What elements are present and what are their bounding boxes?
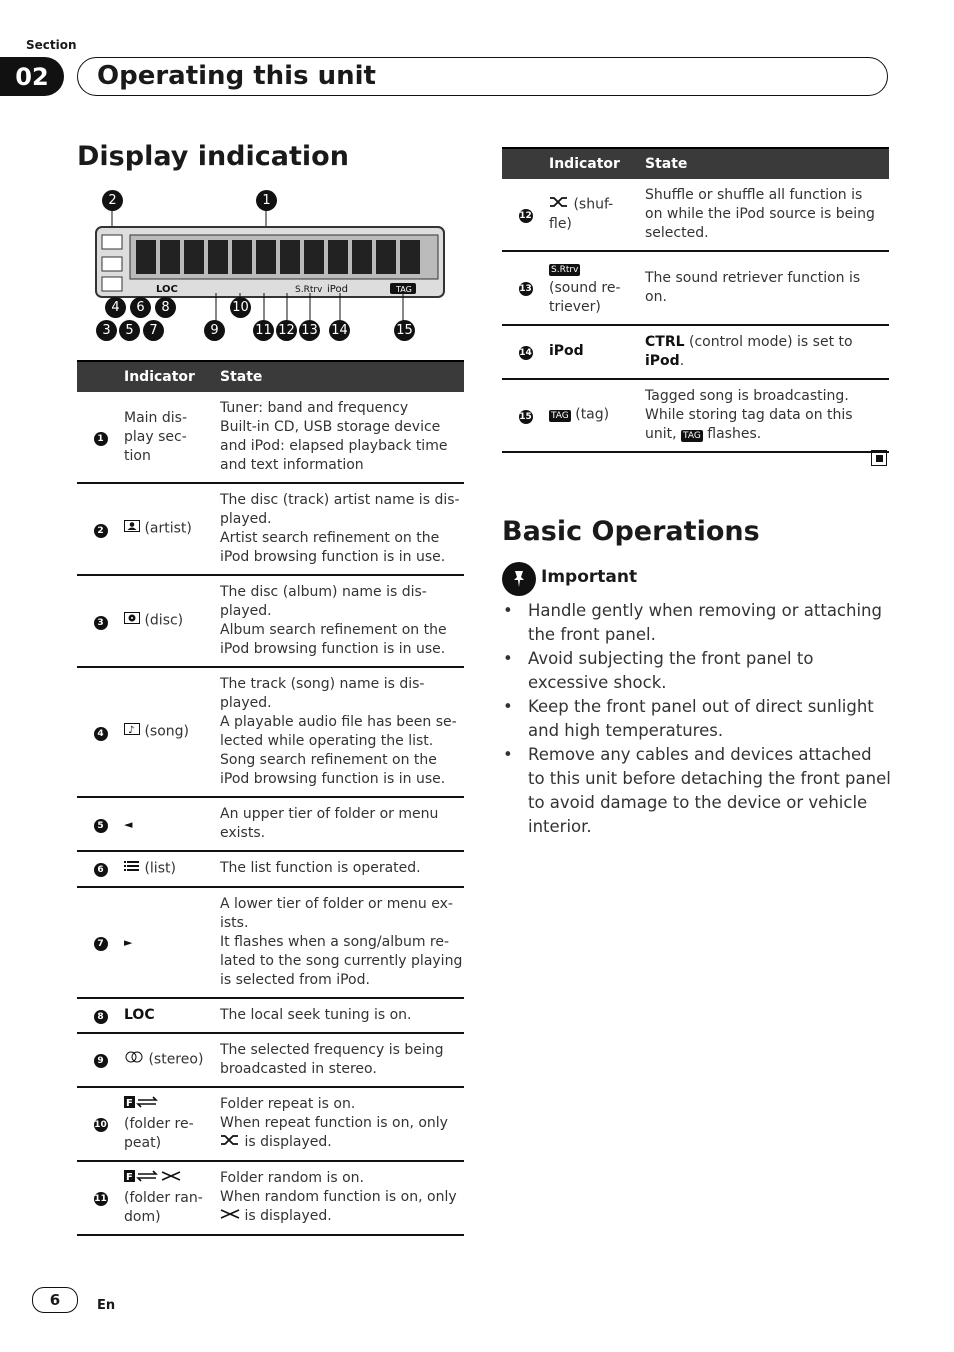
indicator-table-left <box>77 360 464 1236</box>
indicator-label: (list) <box>144 860 176 877</box>
svg-text:F: F <box>126 1097 133 1109</box>
list-item: • Keep the front panel out of direct sunlight and high temperatures. <box>502 695 892 743</box>
important-list <box>502 599 892 839</box>
indicator-cell <box>124 392 220 483</box>
indicator-label: (tag) <box>575 406 610 423</box>
indicator-header: Indicator <box>124 361 220 392</box>
song-icon <box>124 723 140 739</box>
state-cell: An upper tier of folder or menu exists. <box>220 797 464 851</box>
indicator-label: Main dis- play sec- tion <box>124 409 187 464</box>
folder-random-icon <box>124 1171 184 1187</box>
callout-1: 1 <box>256 190 277 211</box>
table-row <box>77 575 464 667</box>
callout-2: 2 <box>102 190 123 211</box>
end-mark-icon <box>871 450 887 466</box>
important-icon <box>502 562 536 596</box>
indicator-label: (shuf- fle) <box>549 196 614 232</box>
row-number: 12 <box>519 211 532 221</box>
state-cell: The list function is operated. <box>220 851 464 887</box>
svg-text:♪: ♪ <box>128 725 135 736</box>
row-number: 3 <box>94 616 108 630</box>
page-number: 6 <box>32 1287 78 1313</box>
table-row <box>77 1087 464 1161</box>
indicator-cell <box>124 1087 220 1161</box>
callout-7: 7 <box>143 320 164 341</box>
indicator-cell <box>549 179 645 251</box>
row-number: 11 <box>94 1194 107 1204</box>
page-title: Operating this unit <box>97 61 376 91</box>
callout-11: 11 <box>253 320 274 341</box>
row-number: 9 <box>94 1054 108 1068</box>
callout-3: 3 <box>96 320 117 341</box>
list-icon <box>124 860 140 876</box>
indicator-cell <box>124 887 220 998</box>
table-row <box>502 251 889 325</box>
folder-repeat-icon <box>124 1097 160 1113</box>
callout-8: 8 <box>155 297 176 318</box>
state-cell: Tagged song is broadcasting. While storing tag data on this unit, TAG flashes. <box>645 379 889 452</box>
srtrv-icon: S.Rtrv <box>551 265 579 275</box>
table-row <box>77 483 464 575</box>
callout-4: 4 <box>105 297 126 318</box>
table-row <box>77 667 464 797</box>
callout-6: 6 <box>130 297 151 318</box>
state-cell: The track (song) name is dis- played. A playable audio file has been se- lected while operating the list. Song search refinement on the iPod browsing function is in use. <box>220 667 464 797</box>
state-cell: A lower tier of folder or menu ex- ists. It flashes when a song/album re- lated to the song currently playing is selected from iPod. <box>220 887 464 998</box>
callout-14: 14 <box>329 320 350 341</box>
indicator-label: (folder ran- dom) <box>124 1189 203 1225</box>
disc-icon <box>124 612 140 628</box>
tag-icon: TAG <box>551 411 569 422</box>
row-number: 1 <box>94 432 108 446</box>
state-header: State <box>220 361 464 392</box>
table-row <box>77 998 464 1033</box>
svg-text:S.Rtrv: S.Rtrv <box>295 285 323 295</box>
state-cell: Tuner: band and frequency Built-in CD, USB storage device and iPod: elapsed playback time and text information <box>220 392 464 483</box>
indicator-cell <box>124 797 220 851</box>
state-cell: Shuffle or shuffle all function is on while the iPod source is being selected. <box>645 179 889 251</box>
callout-12: 12 <box>276 320 297 341</box>
indicator-cell <box>124 851 220 887</box>
row-number: 2 <box>94 524 108 538</box>
indicator-cell <box>124 483 220 575</box>
row-number: 4 <box>94 727 108 741</box>
table-row <box>502 179 889 251</box>
section-number: 02 <box>0 57 64 96</box>
svg-text:TAG: TAG <box>396 285 412 294</box>
row-number: 15 <box>519 411 532 422</box>
stereo-icon <box>124 1051 144 1067</box>
indicator-label: LOC <box>124 1006 155 1023</box>
table-row <box>502 379 889 452</box>
indicator-cell <box>124 1161 220 1235</box>
table-row <box>77 1033 464 1087</box>
list-item: • Avoid subjecting the front panel to excessive shock. <box>502 647 892 695</box>
state-header-right: State <box>645 148 889 179</box>
row-number: 8 <box>94 1010 108 1024</box>
table-row <box>77 392 464 483</box>
state-cell: The sound retriever function is on. <box>645 251 889 325</box>
row-number: 5 <box>94 819 108 833</box>
callout-13: 13 <box>299 320 320 341</box>
state-cell: CTRL (control mode) is set to iPod. <box>645 325 889 379</box>
row-number: 10 <box>94 1120 107 1130</box>
indicator-label: (song) <box>144 723 189 740</box>
display-heading: Display indication <box>77 141 349 172</box>
display-diagram <box>90 185 460 345</box>
indicator-cell <box>549 325 645 379</box>
state-cell: Folder repeat is on. When repeat function is on, only is displayed. <box>220 1087 464 1161</box>
indicator-header-right: Indicator <box>549 148 645 179</box>
shuffle-icon <box>549 196 569 212</box>
table-row <box>77 797 464 851</box>
table-row <box>502 325 889 379</box>
svg-text:F: F <box>126 1171 133 1183</box>
callout-15: 15 <box>394 320 415 341</box>
row-number: 6 <box>94 863 108 877</box>
row-number: 14 <box>519 348 532 358</box>
indicator-cell <box>549 251 645 325</box>
callout-9: 9 <box>204 320 225 341</box>
row-number: 7 <box>94 937 108 951</box>
indicator-table-right <box>502 147 889 453</box>
svg-text:iPod: iPod <box>327 284 348 295</box>
row-number: 13 <box>519 284 532 295</box>
left-triangle-icon: ◄ <box>124 817 133 831</box>
table-row <box>77 851 464 887</box>
indicator-cell <box>124 1033 220 1087</box>
indicator-label: (folder re- peat) <box>124 1115 194 1151</box>
basic-operations-heading: Basic Operations <box>502 516 760 547</box>
indicator-cell <box>124 575 220 667</box>
state-cell: The disc (album) name is dis- played. Album search refinement on the iPod browsing function is in use. <box>220 575 464 667</box>
svg-text:LOC: LOC <box>156 284 178 295</box>
indicator-label: (disc) <box>144 612 184 629</box>
language-label: En <box>97 1298 116 1313</box>
indicator-label: (artist) <box>144 520 192 537</box>
indicator-label: iPod <box>549 343 584 359</box>
state-cell: The local seek tuning is on. <box>220 998 464 1033</box>
indicator-label: (sound re- triever) <box>549 279 621 315</box>
table-row <box>77 887 464 998</box>
list-item: • Remove any cables and devices attached to this unit before detaching the front panel to avoid damage to the device or vehicle interior. <box>502 743 892 839</box>
indicator-cell <box>124 998 220 1033</box>
indicator-label: (stereo) <box>148 1051 204 1068</box>
indicator-cell <box>124 667 220 797</box>
state-cell: The selected frequency is being broadcasted in stereo. <box>220 1033 464 1087</box>
indicator-cell <box>549 379 645 452</box>
right-triangle-icon: ► <box>124 935 133 949</box>
important-label: Important <box>541 567 638 587</box>
list-item: • Handle gently when removing or attaching the front panel. <box>502 599 892 647</box>
callout-5: 5 <box>119 320 140 341</box>
section-label: Section <box>26 38 77 52</box>
state-cell: Folder random is on. When random function is on, only is displayed. <box>220 1161 464 1235</box>
callout-10: 10 <box>230 297 251 318</box>
artist-icon <box>124 520 140 536</box>
state-cell: The disc (track) artist name is dis- played. Artist search refinement on the iPod browsing function is in use. <box>220 483 464 575</box>
table-row <box>77 1161 464 1235</box>
